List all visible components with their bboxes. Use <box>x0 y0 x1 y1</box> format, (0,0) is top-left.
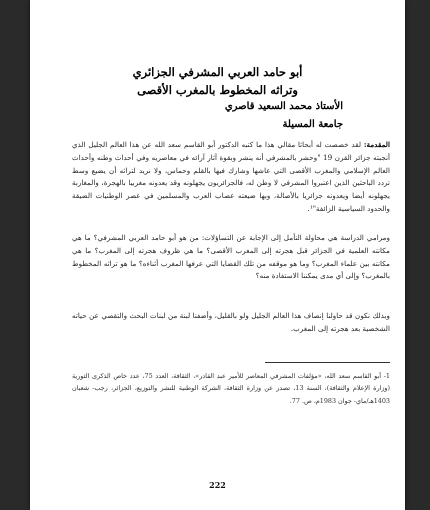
footnote-1: 1- أبو القاسم سعد الله، «مؤلفات المشرفي المعاصر للأمير عبد القادر»، الثقافة، العدد 75، عدد خاص الذكرى الثورية (وزارة الإعلام والثقافة)، السنة 13، تصدر عن وزارة الثقافة، الشركة الوطنية للنشر والتوزيع، الجزائر، رجب- شعبان 1403هـ/ماي- جوان 1983م، ص. 77. <box>72 372 390 405</box>
author-affiliation: جامعة المسيلة <box>282 119 343 130</box>
title-line-1: أبو حامد العربي المشرفي الجزائري <box>132 65 303 79</box>
document-page <box>30 0 405 510</box>
questions-paragraph: ومرامي الدراسة هي محاولة التأمل إلى الإجابة عن التساؤلات: من هو أبو حامد العربي المشرفي؟ ما هي مكانته العلمية في الجزائر قبل هجرته إلى المغرب الأقصى؟ ما هي ظروف هجرته إلى المغرب؟ ما هي مكانته بين علماء المغرب؟ وما هو موقفه من تلك القضايا التي عرفها المغرب أثناءه؟ ما هو تراثه المخطوط بالمغرب؟ وإلى أي مدى يمكننا الاستفادة منه؟ <box>72 233 390 281</box>
intro-lead: المقدمة: <box>363 140 390 149</box>
intro-paragraph <box>72 139 390 216</box>
closing-paragraph: وبذلك نكون قد حاولنا إنصاف هذا العالم الجليل ولو بالقليل، وأضفنا لبنة من لبنات البحث والتقصي عن حياته الشخصية بعد هجرته إلى المغرب. <box>72 311 390 333</box>
intro-text: لقد خصصت له أبحاثا مقالي هذا ما كتبه الدكتور أبو القاسم سعد الله عن هذا العالم الجليل الذي أنجبته جزائر القرن 19 "وحشر بالمشرفي أنه ينشر وبقوة آثار آرائه في معاصريه وفي أحداث وطنه وأحداث العالم الإسلامي والمغرب الأقصى التي عاشها وشارك فيها بالقلم وحماس، ولا نريد لتراثه أن يضيع وسط تردد الباحثين الذين اعتبروا المشرفي لا وطن له، فالجزائريون يجهلونه وقد يعدونه مغربيا بالهجرة، والمغاربة يجهلونه أيضا ويعدونه جزائريا بالأصالة، وبها ضيعته عصاب العرب والمسلمين في عصر الوطنيات الضيقة والحدود السياسية الزائفة"¹. <box>72 140 390 213</box>
footnote-divider <box>265 362 390 363</box>
author-name: الأستاذ محمد السعيد قاصري <box>224 101 343 112</box>
title-line-2: وتراثه المخطوط بالمغرب الأقصى <box>137 83 298 97</box>
page-number: 222 <box>209 480 226 490</box>
